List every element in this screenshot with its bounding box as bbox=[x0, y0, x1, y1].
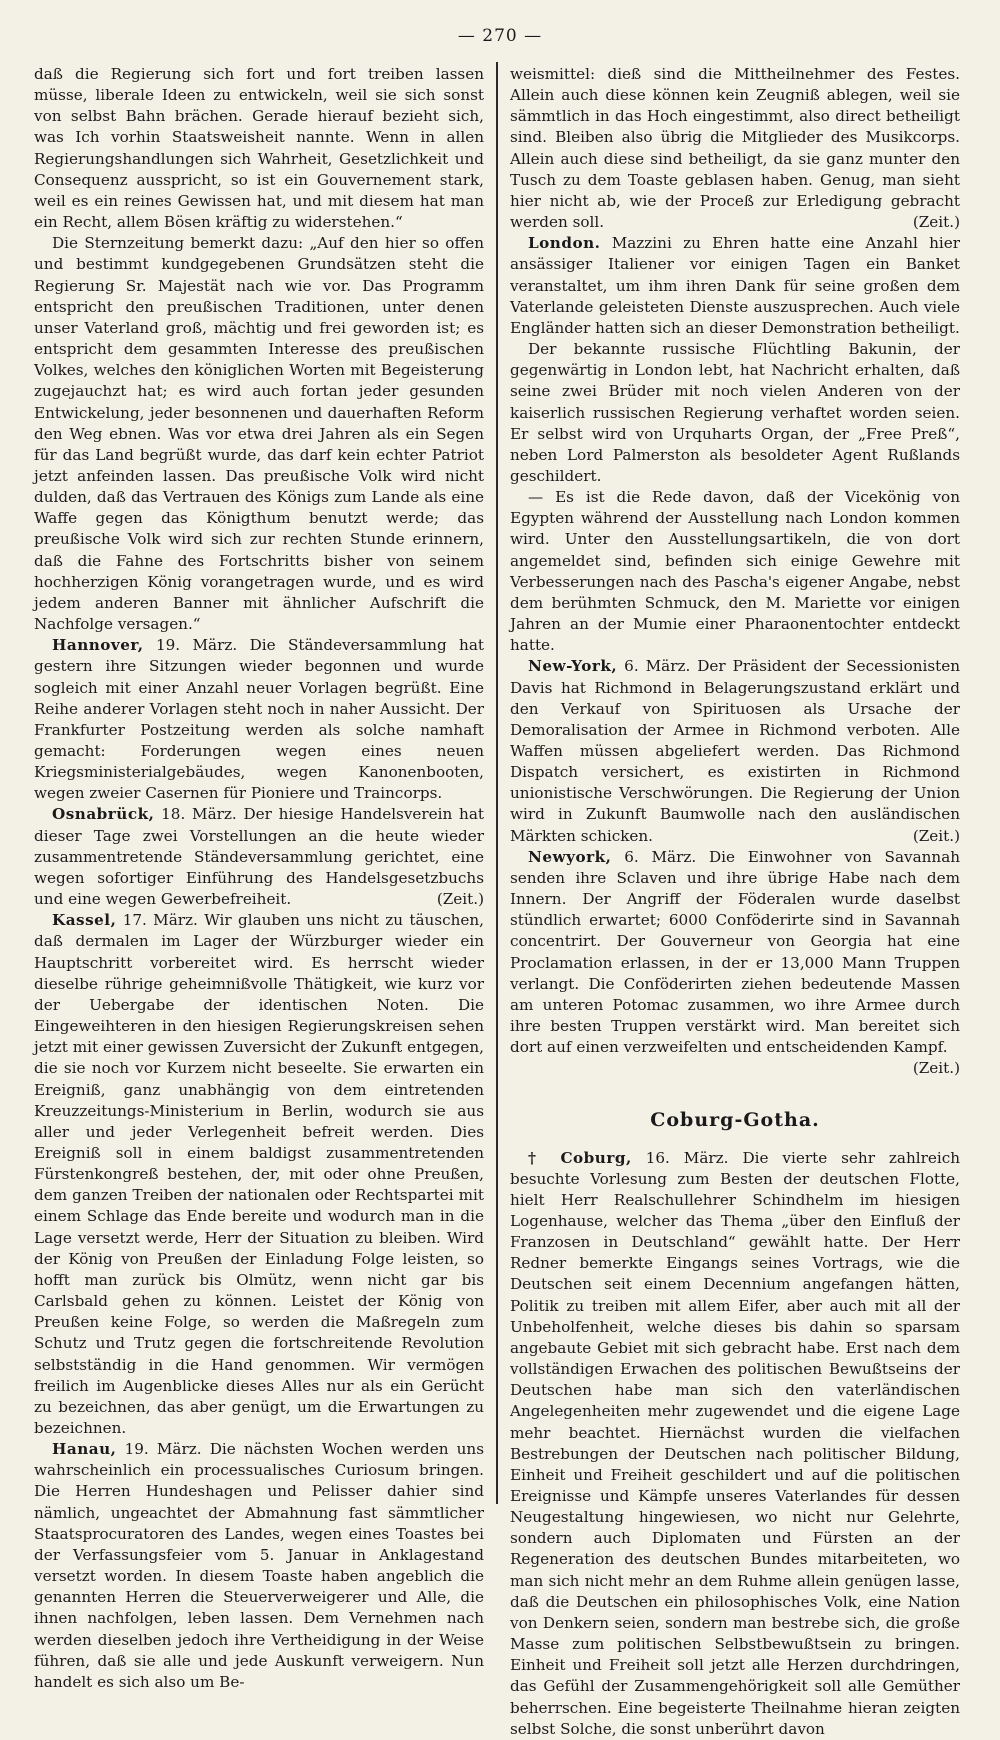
source-note: (Zeit.) bbox=[436, 890, 484, 909]
article-kassel bbox=[34, 910, 484, 1439]
article-text: Mazzini zu Ehren hatte eine Anzahl hier ansässiger Italiener vor einigen Tagen ein Banket veranstaltet, um ihm ihren Dank für seine großen dem Vaterlande geleisteten Dienste auszusprechen. Auch viele Engländer hatten sich an dieser Demonstration betheiligt. bbox=[510, 234, 961, 337]
dateline-place: † Coburg, bbox=[528, 1148, 632, 1167]
egypt-paragraph: — Es ist die Rede davon, daß der Vicekönig von Egypten während der Ausstellung nach London kommen wird. Unter den Ausstellungsartikeln, die von dort angemeldet sind, befinden sich einige Gewehre mit Verbesserungen nach des Pascha's eigener Angabe, nebst dem berühmten Schmuck, den M. Mariette vor einigen Jahren an der Mumie einer Pharaonentochter entdeckt hatte. bbox=[510, 488, 960, 655]
article-osnabrueck bbox=[34, 804, 484, 910]
article-text: Der hiesige Handelsverein hat dieser Tage zwei Vorstellungen an die heute wieder zusammentretende Ständeversammlung gerichtet, eine wegen sofortiger Einführung des Handelsgesetzbuchs und eine wegen Gewerbefreiheit. bbox=[34, 805, 484, 909]
article-text: Die nächsten Wochen werden uns wahrscheinlich ein processualisches Curiosum bringen. Die Herren Hundeshagen und Pelisser dahier sind nämlich, ungeachtet der Abmahnung fast sämmtlicher Staatsprocuratoren des Landes, wegen eines Toastes bei der Verfassungsfeier vom 5. Januar in Anklagestand versetzt worden. In diesem Toaste haben angeblich die genannten Herren die Steuerverweigerer und Alle, die ihnen nachfolgen, leben lassen. Dem Vernehmen nach werden dieselben jedoch ihre Vertheidigung in der Weise führen, daß sie alle und jede Auskunft verweigern. Nun handelt es sich also um Be- bbox=[34, 1440, 485, 1691]
dateline-place: Osnabrück, bbox=[52, 805, 155, 824]
dateline-place: London. bbox=[528, 234, 601, 253]
article-text: Die Ständeversammlung hat gestern ihre Sitzungen wieder begonnen und wurde sogleich mit einer Anzahl neuer Vorlagen begrüßt. Eine Reihe anderer Vorlagen steht noch in naher Aussicht. Der Frankfurter Postzeitung werden als solche namhaft gemacht: Forderungen wegen eines neuen Kriegsministerialgebäudes, wegen Kanonenbooten, wegen zweier Casernen für Pioniere und Traincorps. bbox=[34, 636, 484, 803]
dateline-place: New-York, bbox=[528, 657, 618, 676]
dateline-date: 16. März. bbox=[645, 1148, 729, 1167]
sternzeitung-paragraph: Die Sternzeitung bemerkt dazu: „Auf den hier so offen und bestimmt kundgegebenen Grundsätzen steht die Regierung Sr. Majestät nach wie vor. Das Programm entspricht den preußischen Traditionen, unter denen unser Vaterland groß, mächtig und frei geworden ist; es entspricht dem gesammten Interesse des preußischen Volkes, welches den königlichen Worten mit Begeisterung zugejauchzt hat; es wird auch fortan jeder gesunden Entwickelung, jeder besonnenen und dauerhaften Reform den Weg ebnen. Was vor etwa drei Jahren als ein Segen für das Land begrüßt wurde, das darf kein echter Patriot jetzt anfeinden lassen. Das preußische Volk wird nicht dulden, daß das Vertrauen des Königs zum Lande als eine Waffe gegen das Königthum benutzt werde; das preußische Volk wird sich zur rechten Stunde erinnern, daß die Fahne des Fortschritts bisher von seinem hochherzigen König vorangetragen wurde, und es wird jedem anderen Banner mit ähnlicher Aufschrift die Nachfolge versagen.“ bbox=[34, 234, 484, 634]
dateline-place: Kassel, bbox=[52, 911, 117, 930]
source-note: (Zeit.) bbox=[912, 826, 960, 845]
dateline-place: Newyork, bbox=[528, 847, 612, 866]
column-divider bbox=[496, 62, 498, 1504]
dateline-date: 19. März. bbox=[124, 1440, 202, 1459]
article-newyork-1 bbox=[510, 656, 960, 846]
article-newyork-2 bbox=[510, 847, 961, 1078]
article-coburg bbox=[510, 1148, 960, 1740]
article-london bbox=[510, 233, 960, 339]
dateline-date: 6. März. bbox=[624, 847, 697, 866]
article-text: weismittel: dieß sind die Mittheilnehmer des Festes. Allein auch diese können kein Zeugniß ablegen, weil sie sämmtlich in das Hoch eingestimmt, also direct betheiligt sind. Bleiben also übrig die Mitglieder des Musikcorps. Allein auch diese sind betheiligt, da sie ganz munter den Tusch zu dem Toaste geblasen haben. Genug, man sieht hier nicht ab, wie der Proceß zur Erledigung gebracht werden soll. bbox=[510, 65, 960, 232]
dateline-place: Hannover, bbox=[52, 636, 144, 655]
dateline-date: 17. März. bbox=[122, 911, 198, 930]
source-note: (Zeit.) bbox=[912, 1059, 960, 1078]
article-hanau bbox=[34, 1439, 484, 1693]
intro-paragraph: daß die Regierung sich fort und fort treiben lassen müsse, liberale Ideen zu entwickeln, weil sie sich sonst von selbst Bahn brächen. Gerade hierauf bezieht sich, was Ich vorhin Staatsweisheit nannte. Wenn in allen Regierungshandlungen sich Wahrheit, Gesetzlichkeit und Consequenz ausspricht, so ist ein Gouvernement stark, weil es ein reines Gewissen hat, und mit diesem hat man ein Recht, allem Bösen kräftig zu widerstehen.“ bbox=[34, 65, 484, 232]
article-text: Wir glauben uns nicht zu täuschen, daß dermalen im Lager der Würzburger wieder ein Hauptschritt vorbereitet wird. Es herrscht wieder dieselbe rührige geheimnißvolle Thätigkeit, wie kurz vor der Uebergabe der identischen Noten. Die Eingeweihteren in den hiesigen Regierungskreisen sehen jetzt mit einer gewissen Zuversicht der Zukunft entgegen, die sie noch vor Kurzem nicht beseelte. Sie erwarten ein Ereigniß, ganz unabhängig von dem eintretenden Kreuzzeitungs-Ministerium in Berlin, wodurch sie aus aller und jeder Verlegenheit befreit werden. Dies Ereigniß soll in einem baldigst zusammentretenden Fürstenkongreß bestehen, der, mit oder ohne Preußen, dem ganzen Treiben der nationalen oder Rechtspartei mit einem Schlage das Ende bereite und wodurch man in die Lage versetzt werde, Herr der Situation zu bleiben. Wird der König von Preußen der Einladung Folge leisten, so hofft man zurück bis Olmütz, wenn nicht gar bis Carlsbald gehen zu können. Leistet der König von Preußen keine Folge, so werden die Maßregeln zum Schutz und Trutz gegen die fortschreitende Revolution selbstständig in die Hand genommen. Wir vermögen freilich im Augenblicke dieses Alles nur als ein Gerücht zu bezeichnen, das aber genügt, um die Erwartungen zu bezeichnen. bbox=[34, 911, 485, 1437]
intro-paragraph bbox=[510, 64, 960, 233]
bakunin-paragraph: Der bekannte russische Flüchtling Bakunin, der gegenwärtig in London lebt, hat Nachricht erhalten, daß seine zwei Brüder mit noch vielen Anderen von der kaiserlich russischen Regierung verhaftet worden seien. Er selbst wird von Urquharts Organ, der „Free Preß“, neben Lord Palmerston als besoldeter Agent Rußlands geschildert. bbox=[510, 340, 960, 485]
article-hannover bbox=[34, 635, 484, 804]
left-column bbox=[34, 64, 485, 1691]
page-number: — 270 — bbox=[457, 26, 543, 46]
dateline-date: 19. März. bbox=[155, 636, 238, 655]
section-heading: Coburg-Gotha. bbox=[650, 1109, 820, 1132]
article-text: Die Einwohner von Savannah senden ihre Sclaven und ihre übrige Habe nach dem Innern. Der Angriff der Föderalen wurde daselbst stündlich erwartet; 6000 Conföderirte sind in Savannah concentrirt. Der Gouverneur von Georgia hat eine Proclamation erlassen, in der er 13,000 Mann Truppen verlangt. Die Conföderirten ziehen bedeutende Massen am unteren Potomac zusammen, wo ihre Armee durch ihre besten Truppen verstärkt wird. Man bereitet sich dort auf einen verzweifelten und entscheidenden Kampf. bbox=[510, 847, 961, 1057]
source-note: (Zeit.) bbox=[912, 213, 960, 232]
dateline-place: Hanau, bbox=[52, 1440, 117, 1459]
article-text: Die vierte sehr zahlreich besuchte Vorlesung zum Besten der deutschen Flotte, hielt Herr Realschullehrer Schindhelm im hiesigen Logenhause, welcher das Thema „über den Einfluß der Franzosen in Deutschland“ gewählt hatte. Der Herr Redner bemerkte Eingangs seines Vortrags, wie die Deutschen seit einem Decennium angefangen hätten, Politik zu treiben mit allem Eifer, aber auch mit all der Unbeholfenheit, welche dieses bis dahin so sparsam angebaute Gebiet mit sich gebracht habe. Erst nach dem vollständigen Erwachen des politischen Bewußtseins der Deutschen habe man sich den vaterländischen Angelegenheiten mehr zugewendet und die eigene Lage mehr beachtet. Hiernächst wurden die vielfachen Bestrebungen der Deutschen nach politischer Bildung, Einheit und Freiheit geschildert und auf die politischen Ereignisse und Kämpfe unseres Vaterlandes für dessen Neugestaltung hingewiesen, wo nicht nur Gelehrte, sondern auch Diplomaten und Fürsten an der Regeneration des deutschen Bundes mitarbeiteten, wo man sich nicht mehr an dem Ruhme allein genügen lasse, daß die Deutschen ein philosophisches Volk, eine Nation von Denkern seien, sondern man bestrebe sich, die große Masse zum politischen Selbstbewußtsein zu bringen. Einheit und Freiheit soll jetzt alle Herzen durchdringen, das Gefühl der Zusammengehörigkeit soll alle Gemüther beherrschen. Eine begeisterte Theilnahme hieran zeigten selbst Solche, die sonst unberührt davon bbox=[510, 1148, 960, 1738]
article-text: Der Präsident der Secessionisten Davis hat Richmond in Belagerungszustand erklärt und den Verkauf von Spirituosen als Ursache der Demoralisation der Armee in Richmond verboten. Alle Waffen müssen abgeliefert werden. Das Richmond Dispatch versichert, es existirten in Richmond unionistische Verschwörungen. Die Regierung der Union wird in Zukunft Baumwolle nach den ausländischen Märkten schicken. bbox=[510, 657, 961, 845]
dateline-date: 18. März. bbox=[161, 805, 237, 824]
dateline-date: 6. März. bbox=[624, 657, 691, 676]
right-column bbox=[510, 64, 961, 1738]
